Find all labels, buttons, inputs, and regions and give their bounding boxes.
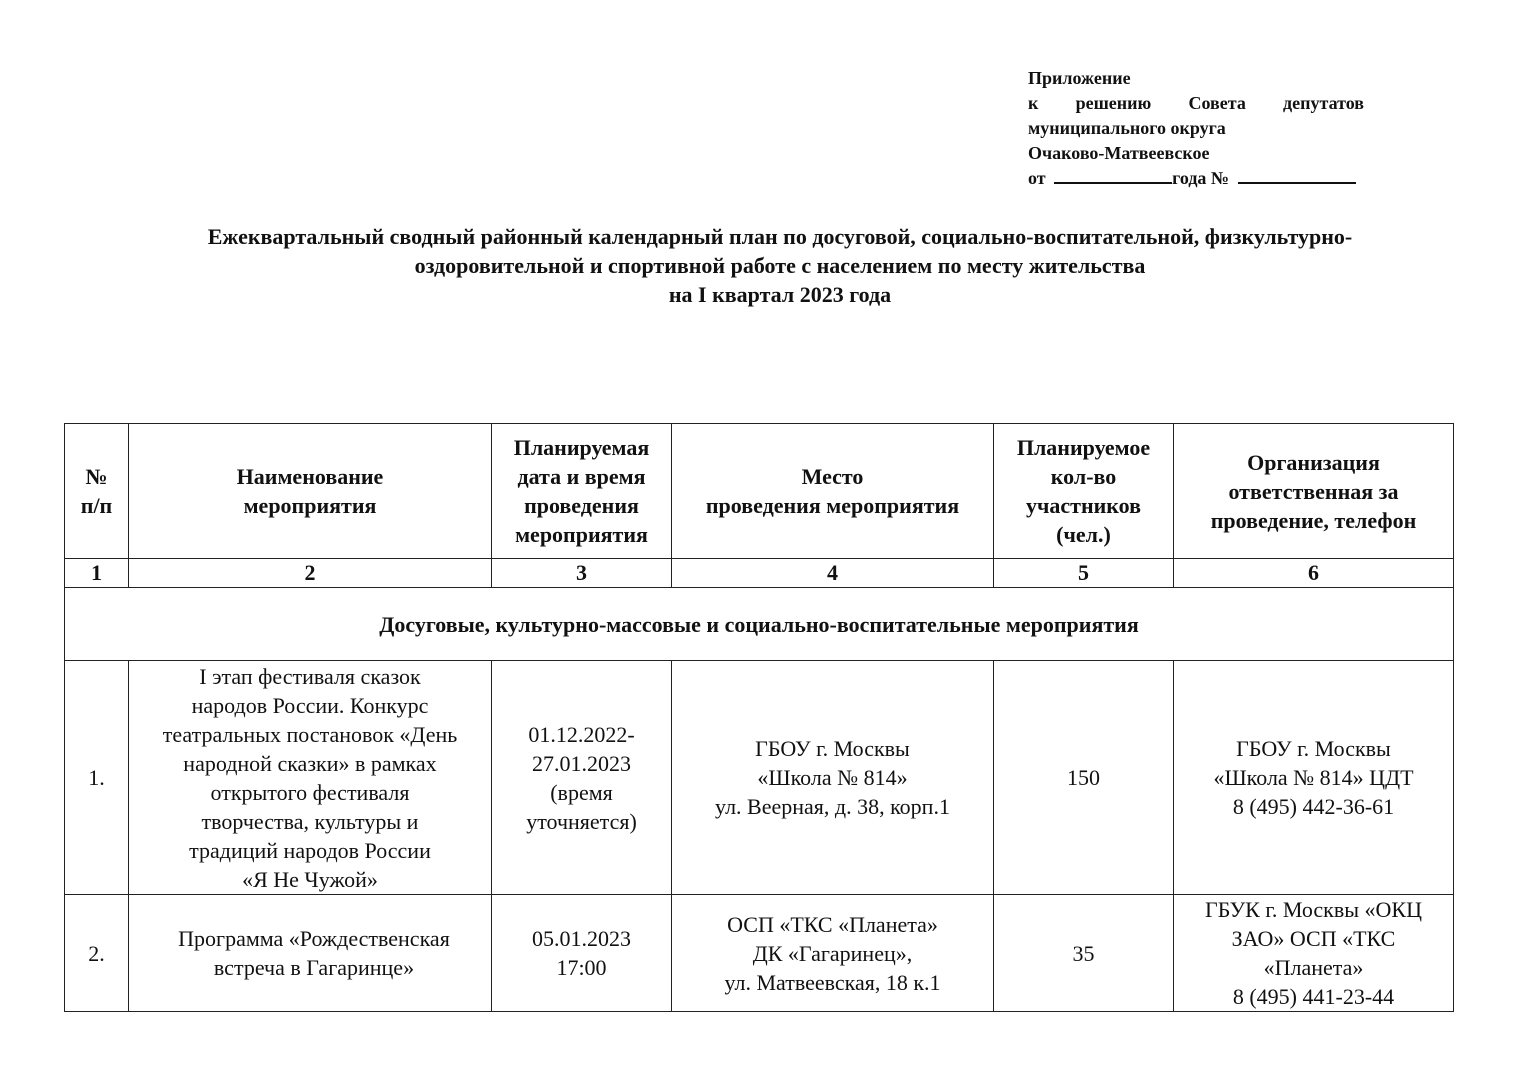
event-place: ОСП «ТКС «Планета» ДК «Гагаринец», ул. Матвеевская, 18 к.1	[672, 895, 994, 1012]
column-number: 1	[65, 559, 129, 588]
events-table	[64, 423, 1454, 1012]
event-date: 01.12.2022- 27.01.2023 (время уточняется)	[492, 661, 672, 895]
header-participants: Планируемое кол-во участников (чел.)	[994, 424, 1174, 559]
section-title: Досуговые, культурно-массовые и социально-воспитательные мероприятия	[65, 588, 1454, 661]
appendix-municipal-line: муниципального округа	[1028, 118, 1226, 138]
appendix-date-number-line: от года №	[1028, 166, 1364, 191]
date-blank	[1054, 166, 1172, 184]
title-line-1: Ежеквартальный сводный районный календарный план по досуговой, социально-воспитательной, физкультурно-	[207, 224, 1353, 249]
event-participants: 35	[994, 895, 1174, 1012]
number-blank	[1238, 166, 1356, 184]
table-header-row	[65, 424, 1454, 559]
column-number: 3	[492, 559, 672, 588]
event-organization: ГБОУ г. Москвы «Школа № 814» ЦДТ 8 (495) 442-36-61	[1174, 661, 1454, 895]
column-numbers-row	[65, 559, 1454, 588]
event-participants: 150	[994, 661, 1174, 895]
row-number: 2.	[65, 895, 129, 1012]
row-number: 1.	[65, 661, 129, 895]
table-row	[65, 661, 1454, 895]
title-line-3: на I квартал 2023 года	[668, 282, 892, 307]
event-date: 05.01.2023 17:00	[492, 895, 672, 1012]
table-row	[65, 895, 1454, 1012]
section-row	[65, 588, 1454, 661]
event-name: Программа «Рождественская встреча в Гагаринце»	[129, 895, 492, 1012]
column-number: 5	[994, 559, 1174, 588]
appendix-title: Приложение	[1028, 68, 1131, 88]
appendix-district-line: Очаково-Матвеевское	[1028, 143, 1210, 163]
event-name: I этап фестиваля сказок народов России. Конкурс театральных постановок «День народной сказки» в рамках открытого фестиваля творчества, культуры и традиций народов России «Я Не Чужой»	[129, 661, 492, 895]
title-line-2: оздоровительной и спортивной работе с населением по месту жительства	[414, 253, 1146, 278]
header-organization: Организация ответственная за проведение, телефон	[1174, 424, 1454, 559]
header-place: Место проведения мероприятия	[672, 424, 994, 559]
header-number: № п/п	[65, 424, 129, 559]
appendix-decision-line: к решению Совета депутатов	[1028, 93, 1364, 113]
event-place: ГБОУ г. Москвы «Школа № 814» ул. Веерная, д. 38, корп.1	[672, 661, 994, 895]
column-number: 6	[1174, 559, 1454, 588]
header-event-name: Наименование мероприятия	[129, 424, 492, 559]
event-organization: ГБУК г. Москвы «ОКЦ ЗАО» ОСП «ТКС «Планета» 8 (495) 441-23-44	[1174, 895, 1454, 1012]
header-date-time: Планируемая дата и время проведения мероприятия	[492, 424, 672, 559]
column-number: 2	[129, 559, 492, 588]
column-number: 4	[672, 559, 994, 588]
document-title	[60, 222, 1500, 309]
appendix-header	[1028, 66, 1364, 191]
